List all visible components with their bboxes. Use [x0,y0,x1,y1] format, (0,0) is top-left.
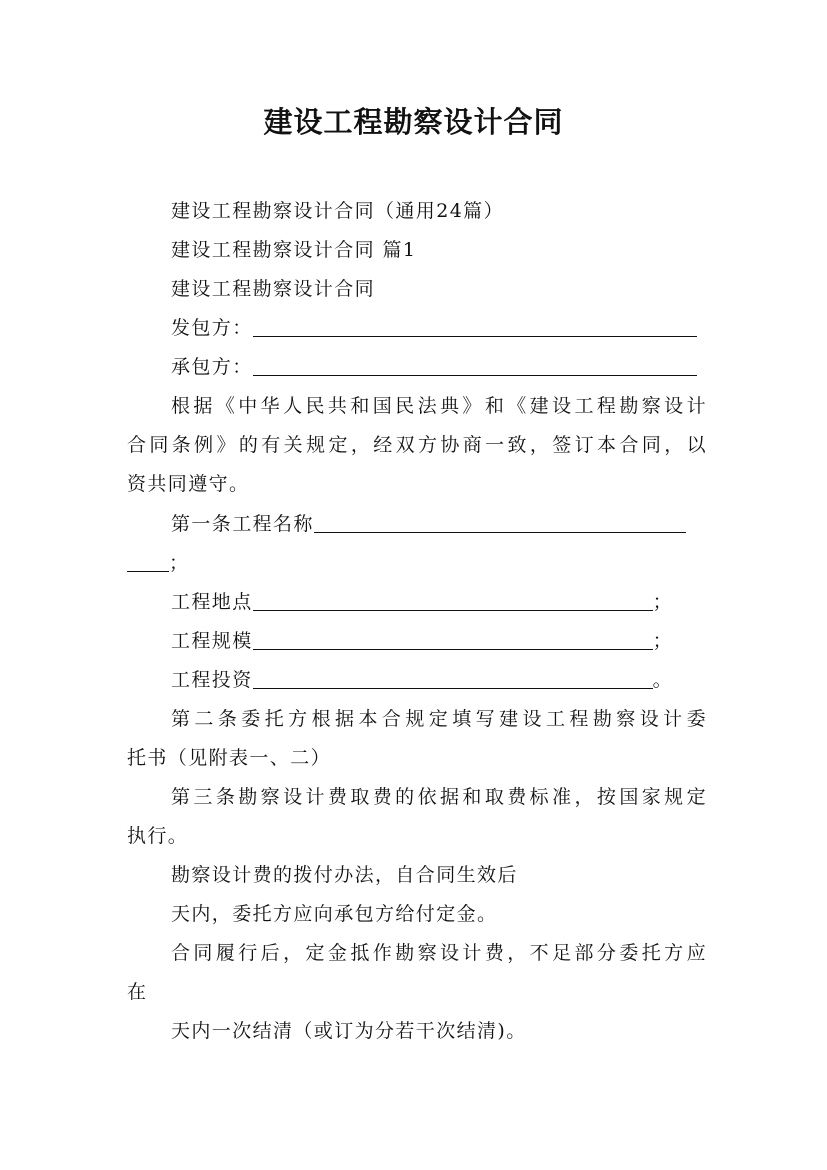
contractor-blank [253,348,697,376]
paragraph-line: 勘察设计费的拨付办法，自合同生效后 [171,864,518,886]
scale-label: 工程规模 [171,630,253,652]
paragraph-line: 根据《中华人民共和国民法典》和《建设工程勘察设计 [171,395,707,417]
paragraph-line: 合同履行后，定金抵作勘察设计费，不足部分委托方应 [171,942,707,964]
employer-blank [253,309,697,337]
chapter-heading: 建设工程勘察设计合同 篇1 [171,239,417,261]
project-name-blank-cont [127,544,169,572]
site-blank [253,583,653,611]
paragraph-line: 在 [127,981,148,1003]
paragraph-line: 第二条委托方根据本合规定填写建设工程勘察设计委 [171,708,707,730]
investment-field [171,661,707,699]
paragraph-line: 第三条勘察设计费取费的依据和取费标准，按国家规定 [171,786,707,808]
paragraph-line: 天内一次结清（或订为分若干次结清)。 [171,1020,527,1042]
article1-field [171,505,707,543]
investment-blank [253,661,653,689]
punctuation: 。 [652,669,674,691]
contractor-field [171,348,707,386]
site-label: 工程地点 [171,591,253,613]
article1-label: 第一条工程名称 [171,513,314,535]
punctuation: ； [169,552,190,574]
project-name-blank [314,505,686,533]
scale-field [171,622,707,660]
contract-name-line: 建设工程勘察设计合同 [171,278,376,300]
paragraph-line: 天内，委托方应向承包方给付定金。 [171,903,498,925]
employer-field [171,309,707,347]
punctuation: ； [652,630,674,652]
scale-blank [253,622,653,650]
paragraph-line: 资共同遵守。 [127,473,250,495]
investment-label: 工程投资 [171,669,253,691]
article1-continuation [127,544,707,582]
paragraph-line: 合同条例》的有关规定，经双方协商一致，签订本合同，以 [127,434,707,456]
punctuation: ； [652,591,674,613]
contractor-label: 承包方： [171,356,253,378]
subtitle-line: 建设工程勘察设计合同（通用24篇） [171,200,504,222]
paragraph-line: 执行。 [127,825,189,847]
employer-label: 发包方： [171,317,253,339]
document-title: 建设工程勘察设计合同 [263,105,564,139]
paragraph-line: 托书（见附表一、二） [127,747,332,769]
site-field [171,583,707,621]
